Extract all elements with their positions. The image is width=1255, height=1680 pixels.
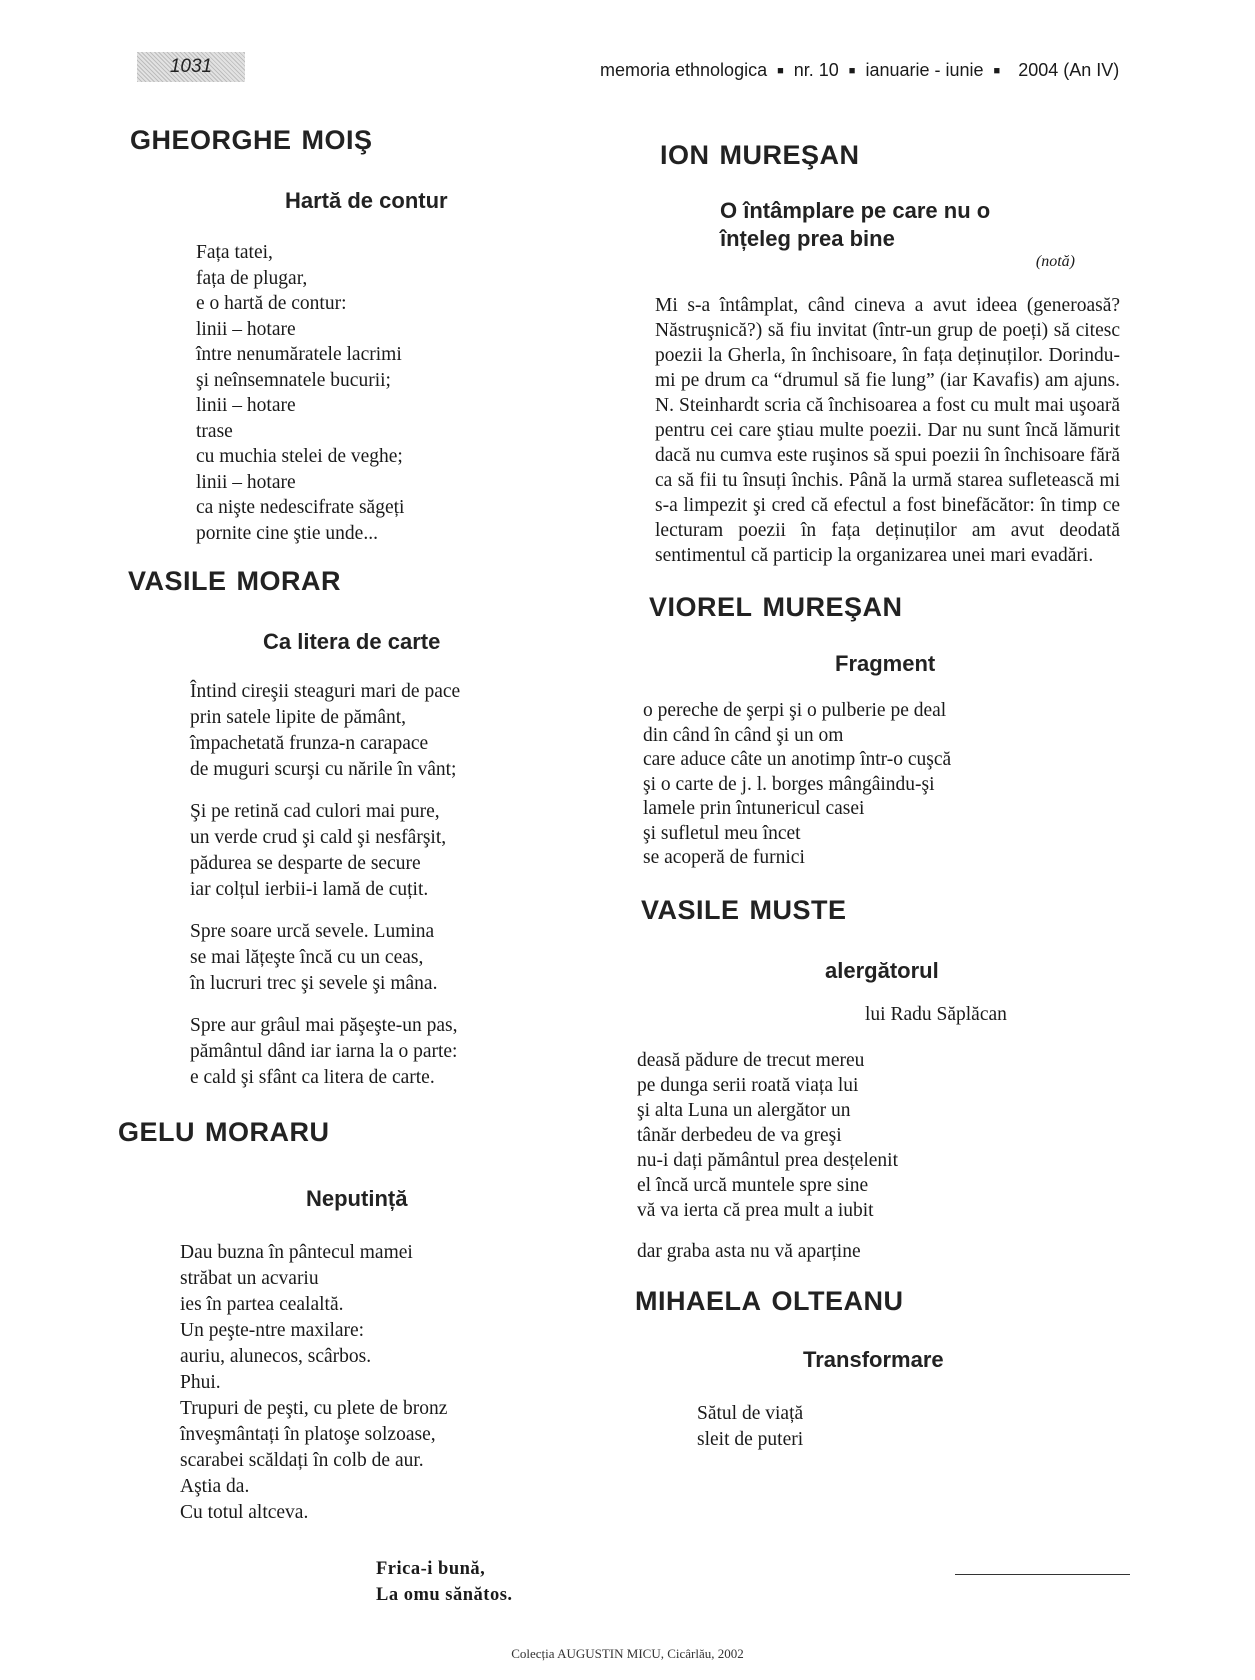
poem-body: Fața tatei, fața de plugar, e o hartă de contur: linii – hotare între nenumăratele lacrimi şi neînsemnatele bucurii; linii – hotare trase cu muchia stelei de veghe; linii – hotare ca nişte nedescifrate săgeți pornite cine ştie unde... [196, 242, 405, 544]
issue-year: 2004 (An IV) [1018, 60, 1120, 80]
note-label: (notă) [1035, 253, 1075, 270]
footer-credit: Colecția AUGUSTIN MICU, Cicârlău, 2002 [511, 1646, 744, 1661]
issue-period: ianuarie - iunie [865, 60, 984, 80]
poem-title: Fragment [835, 651, 936, 676]
divider-rule [955, 1574, 1130, 1575]
poem-body: Întind cireşii steaguri mari de pace prin satele lipite de pământ, împachetată frunza-n carapace de muguri scurşi cu nările în vânt; Şi pe retină cad culori mai pure, un verde crud şi cald şi nesfârşit, pădurea se desparte de secure iar colțul ierbii-i lamă de cuțit. Spre soare urcă sevele. Lumina se mai lățeşte încă cu un ceas, în lucruri trec şi sevele şi mâna. Spre aur grâul mai păşeşte-un pas, pământul dând iar iarna la o parte: e cald şi sfânt ca litera de carte. [190, 681, 461, 1088]
poem-body: o pereche de şerpi şi o pulberie pe deal din când în când şi un om care aduce câte un anotimp într-o cuşcă şi o carte de j. l. borges mângâindu-şi lamele prin întunericul casei şi sufletul meu încet se acoperă de furnici [643, 700, 952, 868]
right-column [635, 140, 1175, 1453]
separator-square-icon: ■ [848, 64, 856, 77]
poem-body: deasă pădure de trecut mereu pe dunga serii roată viața lui şi alta Luna un alergător un tânăr derbedeu de va greşi nu-i dați pământul prea desțelenit el încă urcă muntele spre sine vă va ierta că prea mult a iubit dar graba asta nu vă aparține [637, 1049, 898, 1262]
author-name: VASILE MUSTE [641, 894, 847, 925]
author-name: GELU MORARU [118, 1117, 330, 1147]
poem-title: Transformare [803, 1346, 944, 1372]
issue-number: nr. 10 [793, 60, 839, 80]
prose-title: O întâmplare pe care nu o înțeleg prea bine [720, 198, 991, 251]
page-number: 1031 [137, 52, 245, 82]
separator-square-icon: ■ [993, 64, 1001, 77]
author-name: VIOREL MUREŞAN [649, 592, 903, 622]
poem-body: Dau buzna în pântecul mamei străbat un acvariu ies în partea cealaltă. Un peşte-ntre maxilare: auriu, alunecos, scârbos. Phui. Trupuri de peşti, cu plete de bronz înveşmântați în platoşe solzoase, scarabei scăldați în colb de aur. Aştia da. Cu totul altceva. [180, 1242, 448, 1523]
journal-name: memoria ethnologica [600, 60, 768, 80]
poem-title: Hartă de contur [285, 188, 448, 213]
author-name: ION MUREŞAN [660, 140, 860, 170]
poem-title: Ca litera de carte [263, 629, 441, 654]
author-name: GHEORGHE MOIŞ [130, 125, 373, 155]
poem-body: Sătul de viață sleit de puteri [697, 1402, 804, 1450]
journal-header [600, 60, 1160, 81]
left-column [118, 125, 648, 1608]
prose-body: Mi s-a întâmplat, când cineva a avut ideea (generoasă? Năstruşnică?) să fiu invitat (într-un grup de poeți) să citesc poezii la Gherla, în închisoare, în fața deținuților. Dorindu-mi pe drum ca “drumul să fie lung” (iar Kavafis) am ajuns. N. Steinhardt scria că închisoarea a fost cu mult mai uşoară pentru cei care ştiau multe poezii. Dar nu sunt încă lămurit dacă nu cumva este ruşinos să spui poezii în închisoare fără ca să fii tu însuți închis. Până la urmă starea sufletească mi s-a limpezit şi cred că efectul a fost binefăcător: în timp ce lecturam poezii în fața deținuților am avut deodată sentimentul că particip la organizarea unei mari evadări. [655, 295, 1120, 566]
poem-title: alergătorul [825, 957, 939, 983]
author-name: VASILE MORAR [128, 566, 342, 596]
separator-square-icon: ■ [777, 64, 784, 77]
author-name: MIHAELA OLTEANU [635, 1285, 904, 1316]
dedication: lui Radu Săplăcan [865, 1003, 1007, 1025]
epigraph: Frica-i bună, La omu sănătos. [376, 1559, 513, 1605]
poem-title: Neputință [306, 1186, 408, 1211]
